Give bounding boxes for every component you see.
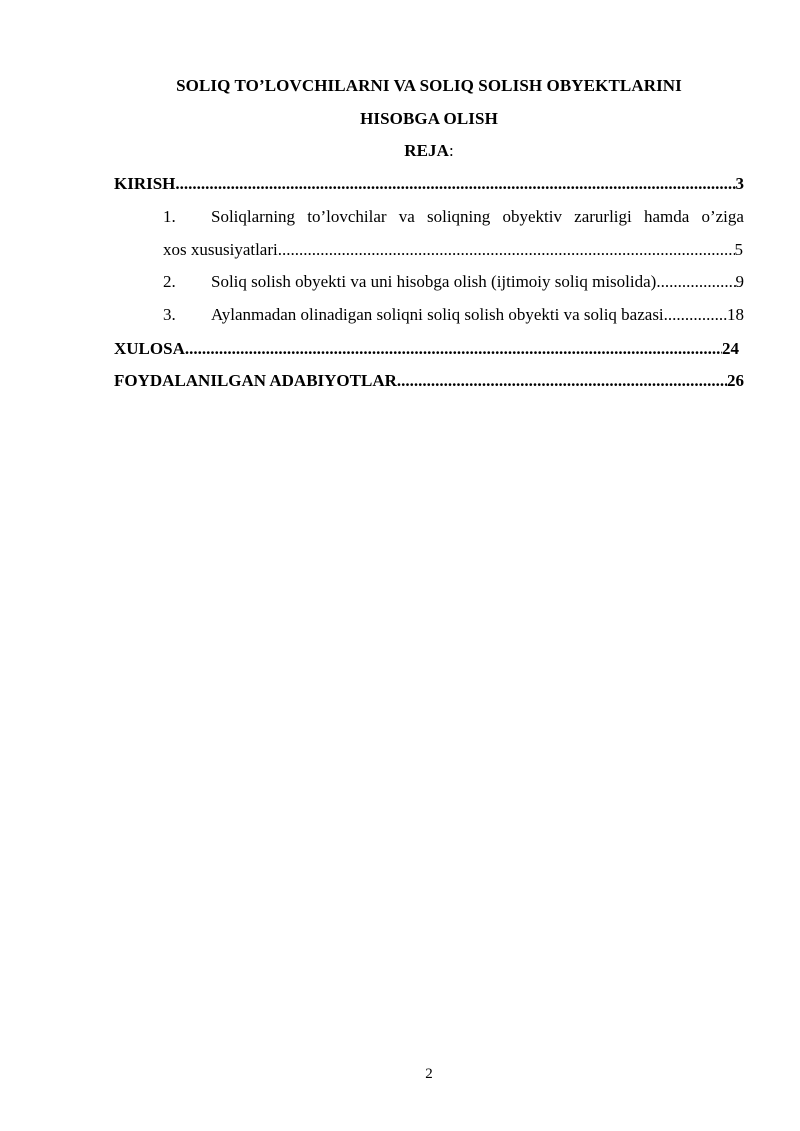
toc-dot-leader	[185, 339, 722, 359]
plan-heading	[0, 141, 800, 161]
toc-entry-item-1-line-2[interactable]	[163, 240, 743, 260]
toc-page-number: 18	[727, 305, 744, 324]
document-title-line-2: HISOBGA OLISH	[360, 109, 498, 128]
toc-entry-label: Soliq solish obyekti va uni hisobga olish (ijtimoiy soliq misolida)	[211, 272, 657, 291]
toc-page-number: 3	[735, 174, 744, 193]
toc-entry-label: Aylanmadan olinadigan soliqni soliq solish obyekti va soliq bazasi	[211, 305, 664, 324]
toc-dot-leader	[175, 174, 735, 194]
toc-word: zarurligi	[574, 207, 632, 226]
toc-item-number: 3.	[163, 305, 176, 324]
toc-entry-item-2[interactable]	[211, 272, 744, 292]
toc-entry-item-1-line-1[interactable]	[211, 207, 744, 227]
toc-page-number: 9	[735, 272, 744, 291]
toc-dot-leader	[397, 371, 727, 391]
toc-entry-label: xos xususiyatlari	[163, 240, 278, 259]
toc-item-number: 2.	[163, 272, 176, 291]
toc-dot-leader	[278, 240, 735, 260]
toc-entry-intro[interactable]	[114, 174, 744, 194]
plan-heading-text: REJA	[404, 141, 449, 160]
toc-word: Soliqlarning	[211, 207, 296, 226]
toc-page-number: 5	[734, 240, 743, 259]
toc-word: soliqning	[426, 207, 491, 226]
toc-item-number: 1.	[163, 207, 176, 226]
toc-page-number: 26	[727, 371, 744, 390]
document-title-line-1: SOLIQ TO’LOVCHILARNI VA SOLIQ SOLISH OBYEKTLARINI	[176, 76, 682, 95]
toc-word: to’lovchilar	[307, 207, 387, 226]
toc-word: hamda	[643, 207, 690, 226]
toc-dot-leader	[656, 272, 735, 292]
toc-word: o’ziga	[701, 207, 744, 226]
toc-entry-label: FOYDALANILGAN ADABIYOTLAR	[114, 371, 397, 390]
toc-word: va	[398, 207, 415, 226]
toc-entry-references[interactable]	[114, 371, 744, 391]
page-number: 2	[425, 1066, 433, 1082]
toc-entry-conclusion[interactable]	[114, 339, 739, 359]
toc-word: obyektiv	[502, 207, 562, 226]
toc-entry-label: XULOSA	[114, 339, 185, 358]
plan-heading-colon: :	[448, 141, 454, 160]
toc-dot-leader	[664, 305, 727, 325]
toc-page-number: 24	[722, 339, 739, 358]
toc-entry-item-3[interactable]	[211, 305, 744, 325]
toc-entry-label: KIRISH	[114, 174, 176, 193]
